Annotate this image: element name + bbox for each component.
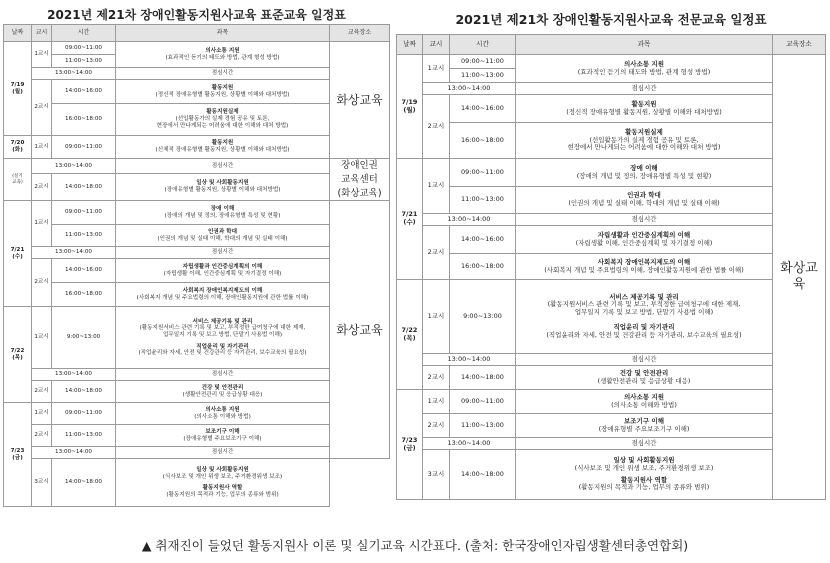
- table-row: [397, 450, 826, 500]
- subject-cell: 활동지원 (정신적 장애유형별 활동지원, 상황별 이해와 대처방법): [516, 95, 773, 123]
- time-cell: 16:00~18:00: [450, 254, 516, 280]
- subject-cell: 점심시간: [116, 369, 330, 381]
- time-cell: 11:00~13:00: [52, 55, 116, 68]
- date-cell: 7/19 (월): [4, 42, 32, 136]
- standard-schedule-title: 2021년 제21차 장애인활동지원사교육 표준교육 일정표: [47, 8, 346, 22]
- venue-cell: 화상교육: [330, 201, 390, 459]
- time-cell: 13:00~14:00: [423, 214, 516, 226]
- time-cell: 14:00~18:00: [52, 381, 116, 403]
- specialized-schedule-table: [396, 34, 826, 500]
- table-row: [397, 123, 826, 159]
- specialized-schedule-title: 2021년 제21차 장애인활동지원사교육 전문교육 일정표: [455, 12, 767, 27]
- period-cell: 1교시: [32, 201, 52, 247]
- time-cell: 09:00~11:00: [52, 42, 116, 55]
- table-row: [397, 414, 826, 438]
- subject-cell: 사회복지 장애인복지제도의 이해 (사회복지 개념 및 주요법령의 이해, 장애인활동지원에 관한 법률 이해): [116, 283, 330, 307]
- subject-cell: 일상 및 사회활동지원 (식사보조 및 개인 위생 보조, 주거환경위생 보조) 활동지원사 역할 (활동지원의 목적과 기능, 업무의 종류와 범위): [116, 459, 330, 507]
- subject-cell: 자립생활과 인간중심계획의 이해 (자립생활 이해, 인간중심계획 및 자기결정 이해): [516, 226, 773, 254]
- time-cell: 11:00~13:00: [52, 425, 116, 447]
- subject-cell: 점심시간: [116, 159, 330, 174]
- period-cell: 2교시: [423, 95, 450, 159]
- period-cell: 1교시: [423, 280, 450, 354]
- time-cell: 14:00~16:00: [450, 95, 516, 123]
- time-cell: 09:00~11:00: [450, 159, 516, 187]
- time-cell: 16:00~18:00: [450, 123, 516, 159]
- period-cell: 2교시: [32, 381, 52, 403]
- period-cell: 2교시: [32, 259, 52, 307]
- period-cell: 1교시: [32, 307, 52, 369]
- subject-cell: 활동지원 (정신적 장애유형별 활동지원, 상황별 이해와 대처방법): [116, 80, 330, 104]
- time-cell: 11:00~13:00: [450, 69, 516, 83]
- subject-cell: 의사소통 지원 (효과적인 듣기의 태도와 방법, 관계 형성 방법): [116, 42, 330, 68]
- time-cell: 14:00~18:00: [450, 366, 516, 390]
- table-row: [397, 280, 826, 354]
- subject-cell: 점심시간: [516, 214, 773, 226]
- subject-cell: 점심시간: [116, 447, 330, 459]
- period-cell: 1교시: [423, 390, 450, 414]
- time-cell: 13:00~14:00: [32, 369, 116, 381]
- subject-cell: 장애 이해 (장애의 개념 및 정의, 장애유형별 특성 및 현황): [516, 159, 773, 187]
- date-cell: 7/21 (수): [397, 159, 423, 280]
- time-cell: 13:00~14:00: [32, 159, 116, 174]
- subject-cell: 자립생활과 인간중심계획의 이해 (자립생활 이해, 인간중심계획 및 자기결정 이해): [116, 259, 330, 283]
- time-cell: 14:00~18:00: [450, 450, 516, 500]
- time-cell: 16:00~18:00: [52, 283, 116, 307]
- time-cell: 09:00~11:00: [52, 136, 116, 159]
- time-cell: 09:00~11:00: [52, 403, 116, 425]
- standard-schedule-table: [3, 24, 390, 507]
- header-subject: 과목: [516, 35, 773, 55]
- time-cell: 13:00~14:00: [423, 354, 516, 366]
- lunch-row: [4, 159, 390, 174]
- period-cell: 2교시: [423, 226, 450, 280]
- subject-cell: 건강 및 안전관리 (생활안전관리 및 응급상황 대응): [516, 366, 773, 390]
- specialized-schedule-panel: [396, 6, 826, 500]
- subject-cell: 활동지원실제 (선입활동가의 실제 경험 공유 및 토론, 현장에서 만나게되는 어려움에 대한 이해와 대처 방법): [516, 123, 773, 159]
- subject-cell: 점심시간: [516, 354, 773, 366]
- table-row: [4, 201, 390, 225]
- subject-cell: 의사소통 지원 (의사소통 이해와 방법): [116, 403, 330, 425]
- time-cell: 14:00~16:00: [450, 226, 516, 254]
- lunch-row: [397, 214, 826, 226]
- table-row: [397, 187, 826, 214]
- venue-cell: 장애인권 교육센터 (화상교육): [330, 159, 390, 201]
- table-row: [4, 459, 390, 507]
- lunch-row: [397, 354, 826, 366]
- header-date: 날짜: [397, 35, 423, 55]
- time-cell: 14:00~18:00: [52, 173, 116, 200]
- period-cell: 2교시: [423, 414, 450, 438]
- subject-cell: 점심시간: [516, 83, 773, 95]
- subject-cell: 의사소통 지원 (효과적인 듣기의 태도와 방법, 관계 형성 방법): [516, 55, 773, 83]
- time-cell: 16:00~18:00: [52, 104, 116, 136]
- header-period: 교시: [423, 35, 450, 55]
- period-cell: 1교시: [32, 42, 52, 68]
- venue-cell: 화상교육: [330, 42, 390, 159]
- time-cell: 13:00~14:00: [32, 247, 116, 259]
- period-cell: 2교시: [32, 173, 52, 200]
- date-cell: 7/23 (금): [397, 390, 423, 500]
- header-period: 교시: [32, 25, 52, 42]
- date-note-cell: (실기 교육): [4, 159, 32, 201]
- table-header-row: [4, 25, 390, 42]
- date-cell: 7/23 (금): [4, 403, 32, 507]
- date-cell: 7/20 (화): [4, 136, 32, 159]
- time-cell: 11:00~13:00: [52, 225, 116, 247]
- lunch-row: [397, 438, 826, 450]
- period-cell: 1교시: [423, 159, 450, 214]
- subject-cell: 활동지원실제 (선입활동가의 실제 경험 공유 및 토론, 현장에서 만나게되는 어려움에 대한 이해와 대처 방법): [116, 104, 330, 136]
- table-header-row: [397, 35, 826, 55]
- time-cell: 11:00~13:00: [450, 187, 516, 214]
- header-venue: 교육장소: [330, 25, 390, 42]
- date-cell: 7/21 (수): [4, 201, 32, 307]
- time-cell: 13:00~14:00: [32, 68, 116, 80]
- header-venue: 교육장소: [773, 35, 826, 55]
- date-cell: 7/19 (월): [397, 55, 423, 159]
- table-row: [397, 55, 826, 69]
- table-row: [397, 159, 826, 187]
- time-cell: 9:00~13:00: [450, 280, 516, 354]
- subject-cell: 인권과 학대 (인권의 개념 및 실태 이해, 학대의 개념 및 실태 이해): [516, 187, 773, 214]
- table-row: [4, 42, 390, 55]
- lunch-row: [397, 83, 826, 95]
- period-cell: 2교시: [423, 366, 450, 390]
- header-subject: 과목: [116, 25, 330, 42]
- table-row: [397, 226, 826, 254]
- subject-cell: 서비스 제공기록 및 관리 (활동지원서비스 관련 기록 및 보고, 부적정한 급여청구에 대한 제재, 업무일지 기록 및 보고 방법, 단말기 사용법 이해) 직업윤리 및 자기관리 (직업윤리와 자세, 안전 및 건강관리 등 자기관리, 보수교육의 필요성): [116, 307, 330, 369]
- subject-cell: 일상 및 사회활동지원 (장애유형별 활동지원, 상황별 이해와 대처방법): [116, 173, 330, 200]
- date-cell: 7/22 (목): [4, 307, 32, 403]
- time-cell: 14:00~16:00: [52, 259, 116, 283]
- header-time: 시간: [450, 35, 516, 55]
- time-cell: 09:00~11:00: [450, 390, 516, 414]
- table-row: [397, 366, 826, 390]
- subject-cell: 점심시간: [116, 68, 330, 80]
- subject-cell: 활동지원 (신체적 장애유형별 활동지원, 상황별 이해와 대처방법): [116, 136, 330, 159]
- subject-cell: 보조기구 이해 (장애유형별 주요보조기구 이해): [116, 425, 330, 447]
- subject-cell: 서비스 제공기록 및 관리 (활동지원서비스 관련 기록 및 보고, 부적정한 급여청구에 대한 제재, 업무일지 기록 및 보고 방법, 단말기 사용법 이해) 직업윤리 및 자기관리 (직업윤리와 자세, 안전 및 건강관리 등 자기관리, 보수교육의 필요성): [516, 280, 773, 354]
- time-cell: 14:00~16:00: [52, 80, 116, 104]
- image-caption: ▲ 취재진이 들었던 활동지원사 이론 및 실기교육 시간표다. (출처: 한국장애인자립생활센터총연합회): [141, 538, 689, 553]
- venue-cell: 화상교육: [773, 55, 826, 500]
- table-row: [397, 95, 826, 123]
- subject-cell: 장애 이해 (장애의 개념 및 정의, 장애유형별 특성 및 현황): [116, 201, 330, 225]
- period-cell: 1교시: [423, 55, 450, 83]
- table-row: [397, 254, 826, 280]
- standard-schedule-panel: [3, 6, 390, 507]
- period-cell: 3교시: [423, 450, 450, 500]
- date-cell: 7/22 (목): [397, 280, 423, 390]
- time-cell: 13:00~14:00: [423, 83, 516, 95]
- period-cell: 3교시: [32, 459, 52, 507]
- time-cell: 11:00~13:00: [450, 414, 516, 438]
- header-date: 날짜: [4, 25, 32, 42]
- subject-cell: 점심시간: [116, 247, 330, 259]
- period-cell: 1교시: [32, 403, 52, 425]
- time-cell: 09:00~11:00: [450, 55, 516, 69]
- header-time: 시간: [52, 25, 116, 42]
- period-cell: 2교시: [32, 425, 52, 447]
- time-cell: 13:00~14:00: [423, 438, 516, 450]
- table-row: [397, 390, 826, 414]
- time-cell: 09:00~11:00: [52, 201, 116, 225]
- period-cell: 1교시: [32, 136, 52, 159]
- subject-cell: 보조기구 이해 (장애유형별 주요보조기구 이해): [516, 414, 773, 438]
- time-cell: 14:00~18:00: [52, 459, 116, 507]
- time-cell: 13:00~14:00: [32, 447, 116, 459]
- subject-cell: 점심시간: [516, 438, 773, 450]
- subject-cell: 일상 및 사회활동지원 (식사보조 및 개인 위생 보조, 주거환경위생 보조) 활동지원사 역할 (활동지원의 목적과 기능, 업무의 종류와 범위): [516, 450, 773, 500]
- subject-cell: 건강 및 안전관리 (생활안전관리 및 응급상황 대응): [116, 381, 330, 403]
- subject-cell: 사회복지 장애인복지제도의 이해 (사회복지 개념 및 주요법령의 이해, 장애인활동지원에 관한 법률 이해): [516, 254, 773, 280]
- subject-cell: 인권과 학대 (인권의 개념 및 실태 이해, 학대의 개념 및 실태 이해): [116, 225, 330, 247]
- time-cell: 9:00~13:00: [52, 307, 116, 369]
- period-cell: 2교시: [32, 80, 52, 136]
- subject-cell: 의사소통 지원 (의사소통 이해와 방법): [516, 390, 773, 414]
